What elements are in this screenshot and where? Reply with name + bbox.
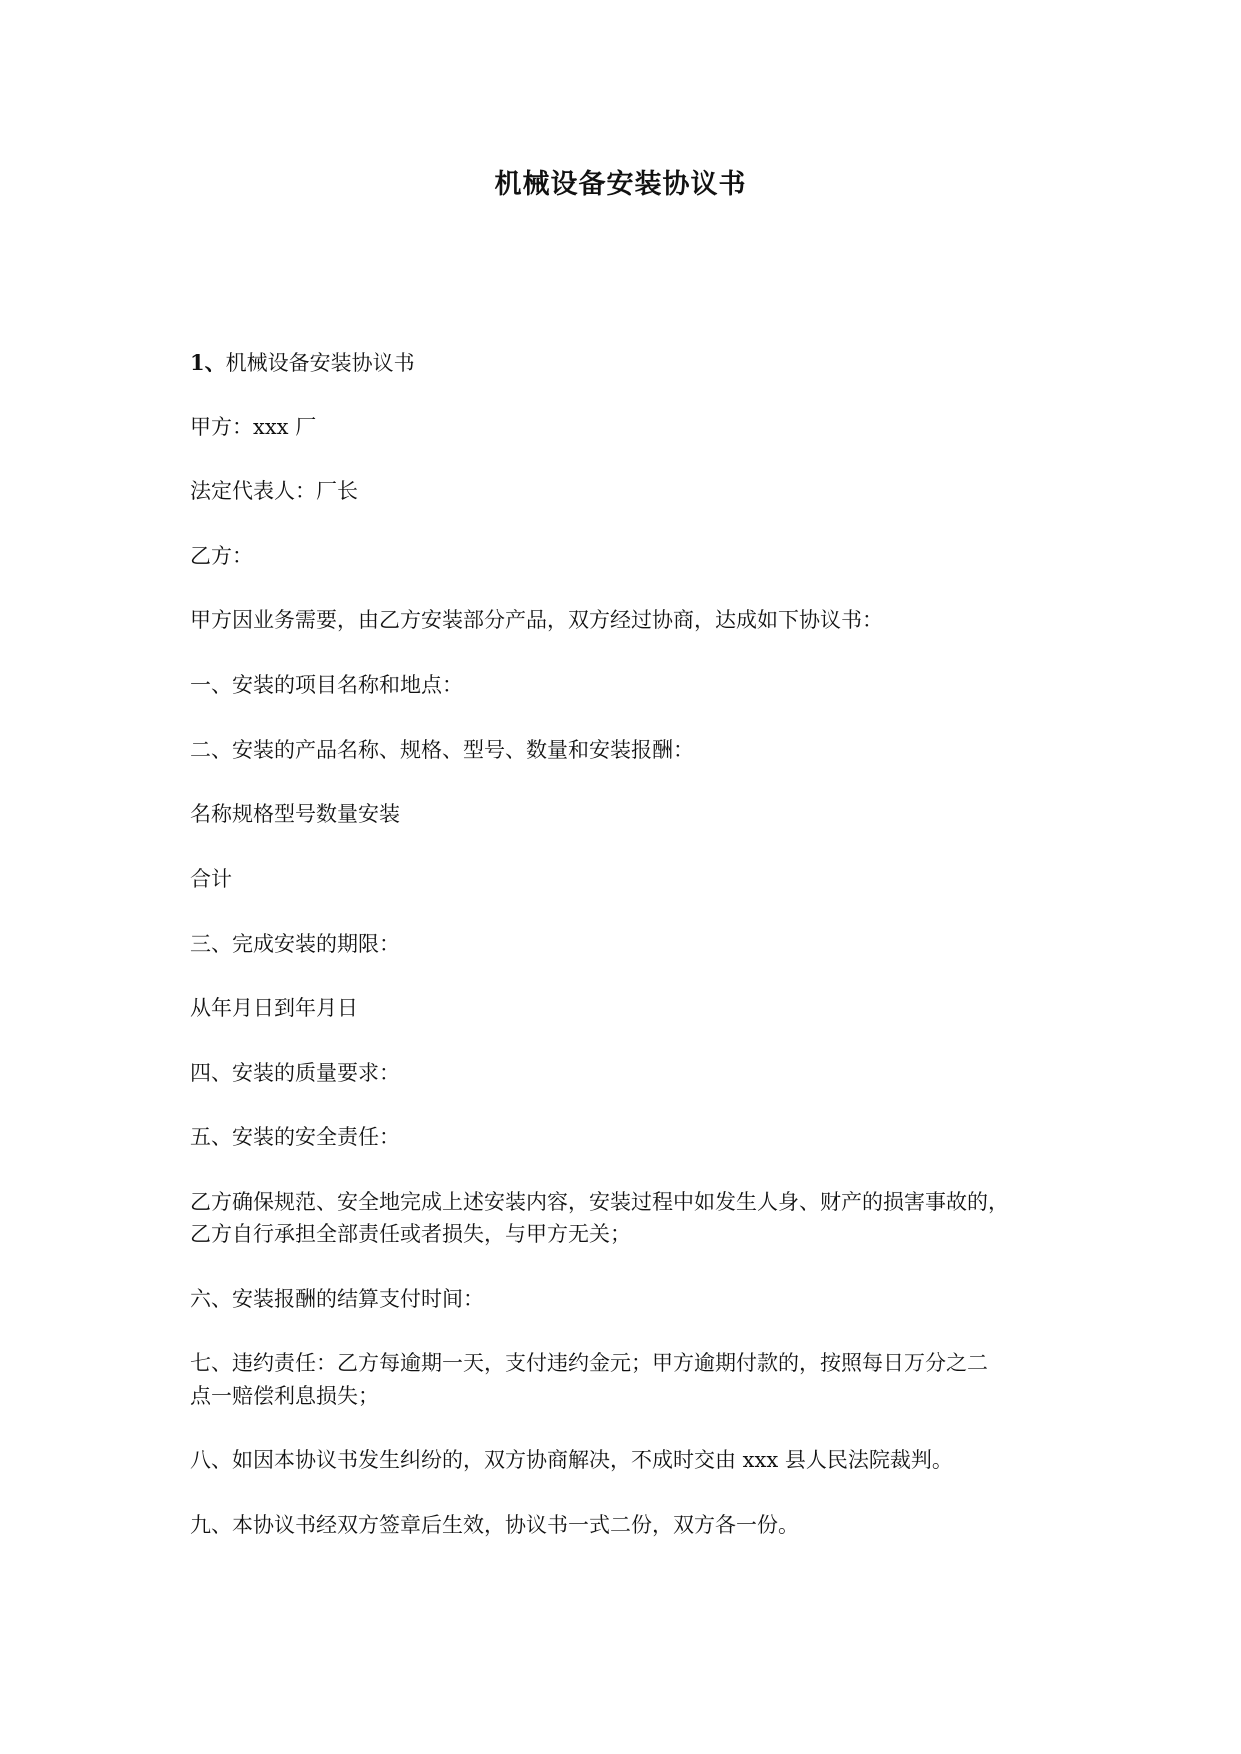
clause-8: 八、如因本协议书发生纠纷的，双方协商解决，不成时交由 xxx 县人民法院裁判。	[190, 1448, 953, 1472]
legal-rep-line: 法定代表人：厂长	[190, 479, 358, 503]
document-title: 机械设备安装协议书	[494, 169, 747, 200]
party-a-line: 甲方：xxx 厂	[190, 415, 317, 439]
clause-1: 一、安装的项目名称和地点：	[190, 673, 463, 697]
period-line: 从年月日到年月日	[190, 996, 358, 1020]
clause-6: 六、安装报酬的结算支付时间：	[190, 1287, 484, 1311]
total-line: 合计	[190, 867, 232, 891]
safety-paragraph-line-2: 乙方自行承担全部责任或者损失，与甲方无关；	[190, 1222, 631, 1246]
product-table-header: 名称规格型号数量安装	[190, 802, 400, 826]
clause-7-line-2: 点一赔偿利息损失；	[190, 1384, 379, 1408]
clause-4: 四、安装的质量要求：	[190, 1061, 400, 1085]
section-heading-text: 机械设备安装协议书	[225, 351, 415, 375]
clause-5: 五、安装的安全责任：	[190, 1125, 400, 1149]
section-heading	[190, 347, 1060, 379]
clause-2: 二、安装的产品名称、规格、型号、数量和安装报酬：	[190, 738, 694, 762]
clause-9: 九、本协议书经双方签章后生效，协议书一式二份，双方各一份。	[190, 1513, 799, 1537]
clause-7-line-1: 七、违约责任：乙方每逾期一天，支付违约金元；甲方逾期付款的，按照每日万分之二	[190, 1351, 988, 1375]
section-number: 1、	[190, 350, 226, 375]
party-b-line: 乙方：	[190, 544, 253, 568]
intro-paragraph: 甲方因业务需要，由乙方安装部分产品，双方经过协商，达成如下协议书：	[190, 608, 883, 632]
safety-paragraph-line-1: 乙方确保规范、安全地完成上述安装内容，安装过程中如发生人身、财产的损害事故的，	[190, 1190, 1009, 1214]
clause-3: 三、完成安装的期限：	[190, 932, 400, 956]
